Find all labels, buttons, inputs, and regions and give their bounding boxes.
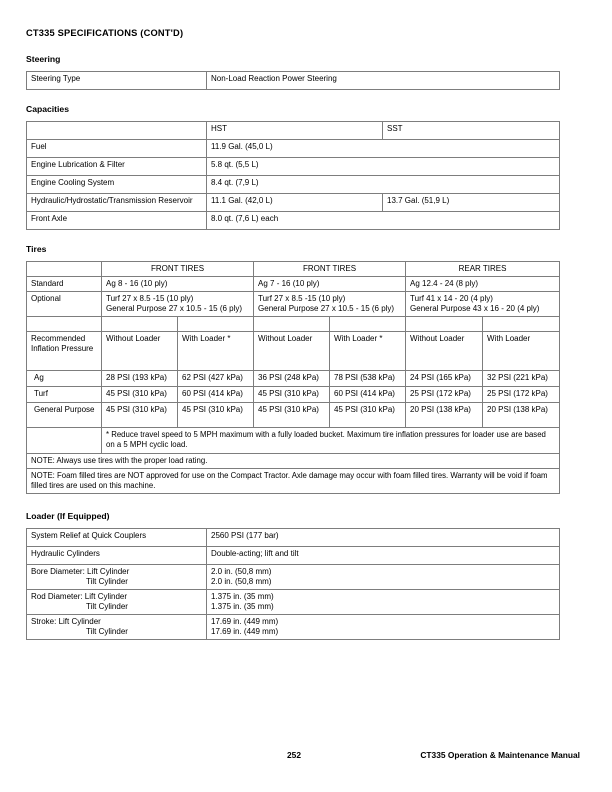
pressure-cell: 45 PSI (310 kPa) (102, 387, 178, 403)
spacer-cell (27, 317, 102, 332)
pressure-cell: 60 PSI (414 kPa) (178, 387, 254, 403)
table-row (27, 371, 560, 387)
pressure-cell: 20 PSI (138 kPa) (483, 403, 560, 428)
footer-page-number: 252 (287, 750, 301, 760)
section-heading-loader: Loader (If Equipped) (26, 510, 110, 521)
footer-manual-title: CT335 Operation & Maintenance Manual (420, 750, 580, 760)
tires-group-front-1: FRONT TIRES (102, 262, 254, 277)
loader-label: Bore Diameter: Lift Cylinder (31, 566, 130, 576)
loader-value-secondary: 2.0 in. (50,8 mm) (211, 577, 272, 587)
table-row (27, 212, 560, 230)
table-row (27, 140, 560, 158)
table-row (27, 72, 560, 90)
pressure-subcol-2: Without Loader (254, 332, 330, 371)
pressure-subcol-4: Without Loader (406, 332, 483, 371)
capacity-value: 11.9 Gal. (45,0 L) (207, 140, 560, 158)
capacities-col-sst: SST (383, 122, 560, 140)
loader-value: 2.0 in. (50,8 mm) (211, 566, 272, 576)
loader-label-secondary: Tilt Cylinder (86, 577, 128, 587)
table-spacer-row (27, 317, 560, 332)
table-row (27, 277, 560, 292)
pressure-cell: 28 PSI (193 kPa) (102, 371, 178, 387)
table-header-row (27, 332, 560, 371)
capacities-col-hst: HST (207, 122, 383, 140)
pressure-cell: 45 PSI (310 kPa) (178, 403, 254, 428)
table-row (27, 590, 560, 615)
tires-standard-front-1: Ag 8 - 16 (10 ply) (102, 277, 254, 292)
pressure-subcol-1: With Loader * (178, 332, 254, 371)
tires-optional-rear: Turf 41 x 14 - 20 (4 ply) General Purpose 43 x 16 - 20 (4 ply) (406, 292, 560, 317)
pressure-cell: 45 PSI (310 kPa) (254, 387, 330, 403)
steering-type-value: Non-Load Reaction Power Steering (207, 72, 560, 90)
pressure-cell: 78 PSI (538 kPa) (330, 371, 406, 387)
loader-label-group (27, 615, 207, 640)
pressure-row-label-turf: Turf (27, 387, 102, 403)
tires-note-1: NOTE: Always use tires with the proper load rating. (27, 453, 560, 468)
pressure-cell: 45 PSI (310 kPa) (330, 403, 406, 428)
pressure-row-label-general-purpose: General Purpose (27, 403, 102, 428)
pressure-cell: 32 PSI (221 kPa) (483, 371, 560, 387)
loader-label: Stroke: Lift Cylinder (31, 617, 101, 627)
pressure-subcol-5: With Loader (483, 332, 560, 371)
pressure-row-label-ag: Ag (27, 371, 102, 387)
capacity-label: Hydraulic/Hydrostatic/Transmission Reservoir (27, 194, 207, 212)
section-heading-capacities: Capacities (26, 104, 69, 114)
spacer-cell (178, 317, 254, 332)
capacity-label: Fuel (27, 140, 207, 158)
tires-standard-front-2: Ag 7 - 16 (10 ply) (254, 277, 406, 292)
capacity-value-hst: 11.1 Gal. (42,0 L) (207, 194, 383, 212)
spacer-cell (102, 317, 178, 332)
spacer-cell (406, 317, 483, 332)
table-header-row (27, 262, 560, 277)
loader-label-group (27, 590, 207, 615)
loader-table (26, 528, 560, 640)
loader-value-secondary: 1.375 in. (35 mm) (211, 602, 274, 612)
loader-label: Hydraulic Cylinders (27, 546, 207, 564)
loader-value-group (207, 564, 560, 589)
section-heading-steering: Steering (26, 54, 61, 64)
capacity-value: 5.8 qt. (5,5 L) (207, 158, 560, 176)
capacity-label: Engine Cooling System (27, 176, 207, 194)
table-header-row (27, 122, 560, 140)
capacities-col-blank (27, 122, 207, 140)
loader-label-secondary: Tilt Cylinder (86, 602, 128, 612)
pressure-cell: 45 PSI (310 kPa) (254, 403, 330, 428)
capacity-value: 8.4 qt. (7,9 L) (207, 176, 560, 194)
capacity-value: 8.0 qt. (7,6 L) each (207, 212, 560, 230)
loader-value: 2560 PSI (177 bar) (207, 528, 560, 546)
footnote-blank-cell (27, 428, 102, 453)
pressure-header-label: Recommended Inflation Pressure (27, 332, 102, 371)
loader-value-group (207, 590, 560, 615)
page-title: CT335 SPECIFICATIONS (CONT'D) (26, 28, 184, 38)
table-row (27, 158, 560, 176)
table-row (27, 468, 560, 493)
table-row (27, 194, 560, 212)
tires-group-rear: REAR TIRES (406, 262, 560, 277)
table-row (27, 546, 560, 564)
spacer-cell (483, 317, 560, 332)
tires-optional-front-2: Turf 27 x 8.5 -15 (10 ply) General Purpose 27 x 10.5 - 15 (6 ply) (254, 292, 406, 317)
tires-standard-rear: Ag 12.4 - 24 (8 ply) (406, 277, 560, 292)
steering-table (26, 71, 560, 90)
loader-value-secondary: 17.69 in. (449 mm) (211, 627, 279, 637)
tires-note-2: NOTE: Foam filled tires are NOT approved for use on the Compact Tractor. Axle damage may occur with foam filled tires. Warranty will be void if foam filled tires are used on this machine. (27, 468, 560, 493)
pressure-cell: 25 PSI (172 kPa) (406, 387, 483, 403)
loader-value-group (207, 615, 560, 640)
tires-footnote: * Reduce travel speed to 5 MPH maximum with a fully loaded bucket. Maximum tire inflation pressures for loader use are based on a 5 MPH cyclic load. (102, 428, 560, 453)
table-row (27, 453, 560, 468)
loader-label: System Relief at Quick Couplers (27, 528, 207, 546)
table-row (27, 428, 560, 453)
loader-label-secondary: Tilt Cylinder (86, 627, 128, 637)
steering-type-label: Steering Type (27, 72, 207, 90)
pressure-cell: 25 PSI (172 kPa) (483, 387, 560, 403)
section-heading-tires: Tires (26, 244, 47, 254)
pressure-cell: 24 PSI (165 kPa) (406, 371, 483, 387)
pressure-subcol-0: Without Loader (102, 332, 178, 371)
table-row (27, 176, 560, 194)
pressure-subcol-3: With Loader * (330, 332, 406, 371)
capacities-table (26, 121, 560, 230)
loader-label-group (27, 564, 207, 589)
spacer-cell (330, 317, 406, 332)
pressure-cell: 62 PSI (427 kPa) (178, 371, 254, 387)
pressure-cell: 36 PSI (248 kPa) (254, 371, 330, 387)
tires-table (26, 261, 560, 494)
table-row (27, 403, 560, 428)
loader-value: 1.375 in. (35 mm) (211, 592, 274, 602)
capacity-label: Front Axle (27, 212, 207, 230)
tires-optional-front-1: Turf 27 x 8.5 -15 (10 ply) General Purpose 27 x 10.5 - 15 (6 ply) (102, 292, 254, 317)
tires-blank-cell (27, 262, 102, 277)
loader-value: Double-acting; lift and tilt (207, 546, 560, 564)
table-row (27, 615, 560, 640)
tires-optional-label: Optional (27, 292, 102, 317)
loader-label: Rod Diameter: Lift Cylinder (31, 592, 128, 602)
table-row (27, 387, 560, 403)
capacity-value-sst: 13.7 Gal. (51,9 L) (383, 194, 560, 212)
loader-value: 17.69 in. (449 mm) (211, 617, 279, 627)
capacity-label: Engine Lubrication & Filter (27, 158, 207, 176)
table-row (27, 528, 560, 546)
tires-group-front-2: FRONT TIRES (254, 262, 406, 277)
table-row (27, 292, 560, 317)
table-row (27, 564, 560, 589)
pressure-cell: 60 PSI (414 kPa) (330, 387, 406, 403)
pressure-cell: 20 PSI (138 kPa) (406, 403, 483, 428)
pressure-cell: 45 PSI (310 kPa) (102, 403, 178, 428)
spacer-cell (254, 317, 330, 332)
tires-standard-label: Standard (27, 277, 102, 292)
